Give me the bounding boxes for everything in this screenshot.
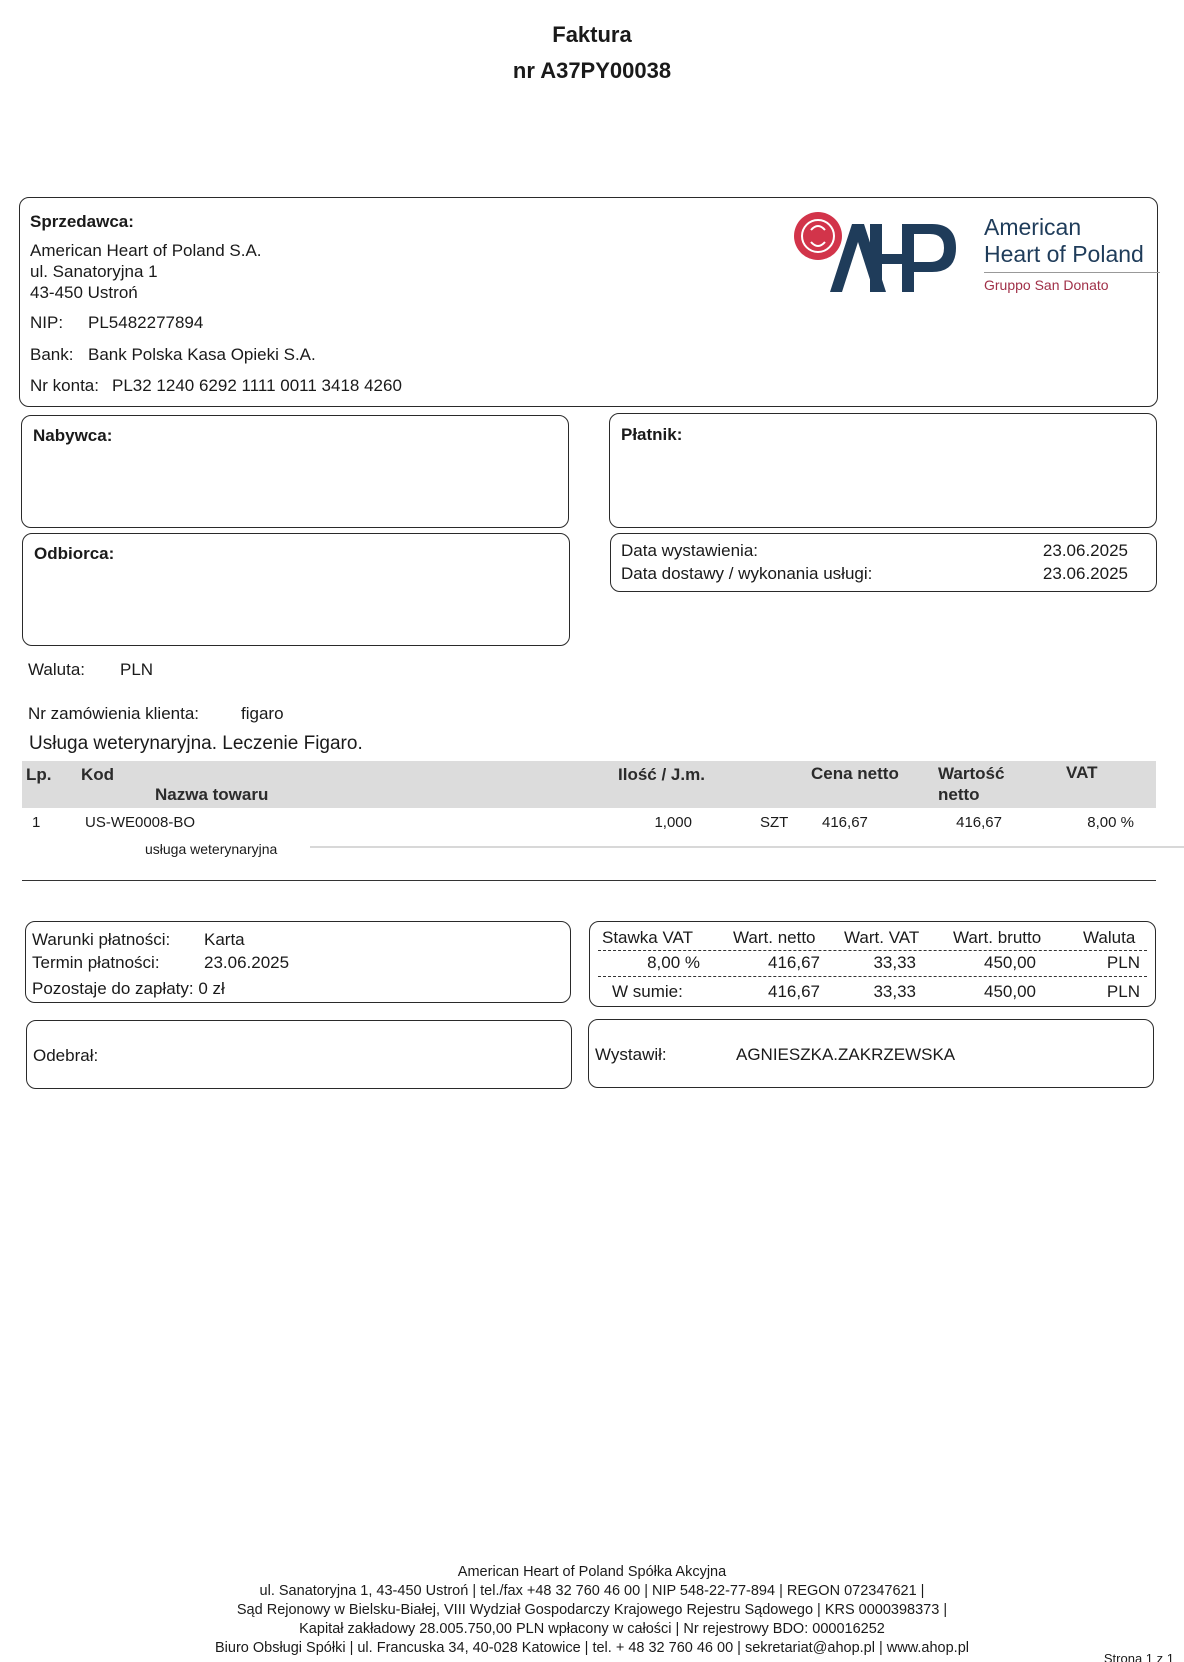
recipient-box [22, 533, 570, 646]
currency-label: Waluta: [28, 660, 86, 679]
invoice-description: Usługa weterynaryjna. Leczenie Figaro. [29, 733, 363, 754]
vat-row-gross: 450,00 [984, 953, 1036, 972]
vat-header-gross: Wart. brutto [953, 928, 1042, 947]
invoice-number: nr A37PY00038 [512, 58, 672, 83]
logo-divider [984, 272, 1160, 273]
row-unit: SZT [760, 814, 789, 831]
seller-label: Sprzedawca: [30, 212, 134, 231]
page-number: Strona 1 z 1 [1103, 1652, 1174, 1662]
seller-city: 43-450 Ustroń [30, 283, 138, 302]
received-label: Odebrał: [33, 1046, 99, 1065]
payment-remaining: Pozostaje do zapłaty: 0 zł [32, 979, 225, 998]
seller-nip: PL5482277894 [88, 313, 204, 332]
vat-summary-box [589, 921, 1156, 1007]
seller-box [19, 197, 1158, 407]
vat-divider-2 [598, 976, 1147, 977]
logo-line1: American [984, 214, 1082, 240]
issued-value: AGNIESZKA.ZAKRZEWSKA [736, 1045, 956, 1064]
payment-terms-value: Karta [204, 930, 245, 949]
payer-box [609, 413, 1157, 528]
seller-account: PL32 1240 6292 1111 0011 3418 4260 [112, 376, 402, 395]
vat-total-label: W sumie: [612, 982, 683, 1001]
row-lp: 1 [32, 814, 41, 831]
row-name: usługa weterynaryjna [145, 841, 278, 857]
vat-total-vat: 33,33 [873, 982, 916, 1001]
vat-row-vat: 33,33 [873, 953, 916, 972]
delivery-date-value: 23.06.2025 [1042, 564, 1128, 583]
vat-divider-1 [598, 950, 1147, 951]
scan-streak [310, 846, 1184, 848]
ahp-logo-icon [790, 208, 960, 298]
col-qty: Ilość / J.m. [618, 765, 705, 784]
table-bottom-rule [22, 880, 1156, 881]
vat-row-net: 416,67 [768, 953, 820, 972]
dates-box [610, 533, 1157, 592]
vat-row-rate: 8,00 % [647, 953, 700, 972]
row-qty: 1,000 [654, 814, 692, 831]
logo-line2: Heart of Poland [984, 241, 1144, 267]
seller-bank-label: Bank: [30, 345, 74, 364]
col-value-1: Wartość [938, 764, 1005, 783]
row-price: 416,67 [822, 814, 868, 831]
col-vat: VAT [1066, 763, 1098, 782]
seller-name: American Heart of Poland S.A. [30, 241, 262, 260]
vat-total-currency: PLN [1106, 982, 1140, 1001]
col-value-2: netto [938, 785, 980, 804]
col-price: Cena netto [811, 764, 899, 783]
order-label: Nr zamówienia klienta: [28, 704, 200, 723]
payer-label: Płatnik: [621, 425, 683, 444]
buyer-box [21, 415, 569, 528]
table-row [22, 808, 1156, 858]
logo-line3: Gruppo San Donato [984, 277, 1109, 293]
received-box [26, 1020, 572, 1089]
issued-box [588, 1019, 1154, 1088]
payment-box [25, 921, 571, 1003]
col-lp: Lp. [26, 765, 52, 784]
vat-header-currency: Waluta [1083, 928, 1136, 947]
seller-nip-label: NIP: [30, 313, 64, 332]
footer-line-4: Kapitał zakładowy 28.005.750,00 PLN wpłacony w całości | Nr rejestrowy BDO: 000016252 [299, 1621, 885, 1637]
col-code: Kod [81, 765, 115, 784]
issued-label: Wystawił: [595, 1045, 667, 1064]
buyer-label: Nabywca: [33, 426, 113, 445]
delivery-date-label: Data dostawy / wykonania usługi: [621, 564, 873, 583]
seller-street: ul. Sanatoryjna 1 [30, 262, 158, 281]
footer-line-2: ul. Sanatoryjna 1, 43-450 Ustroń | tel./fax +48 32 760 46 00 | NIP 548-22-77-894 | REGON 072347621 | [259, 1583, 925, 1599]
vat-header-rate: Stawka VAT [602, 928, 694, 947]
vat-header-net: Wart. netto [733, 928, 816, 947]
issue-date-value: 23.06.2025 [1042, 541, 1128, 560]
row-value: 416,67 [956, 814, 1002, 831]
currency-value: PLN [120, 660, 154, 679]
row-code: US-WE0008-BO [85, 814, 196, 831]
vat-row-currency: PLN [1106, 953, 1140, 972]
vat-total-net: 416,67 [768, 982, 820, 1001]
footer-line-1: American Heart of Poland Spółka Akcyjna [457, 1564, 727, 1580]
seller-bank: Bank Polska Kasa Opieki S.A. [88, 345, 316, 364]
row-vat: 8,00 % [1087, 814, 1134, 831]
issue-date-label: Data wystawienia: [621, 541, 759, 560]
payment-terms-label: Warunki płatności: [32, 930, 171, 949]
invoice-title: Faktura [552, 22, 632, 47]
order-value: figaro [241, 704, 284, 723]
company-logo [790, 208, 1150, 298]
vat-header-vat: Wart. VAT [844, 928, 920, 947]
footer-line-3: Sąd Rejonowy w Bielsku-Białej, VIII Wydział Gospodarczy Krajowego Rejestru Sądowego | KRS 0000398373 | [236, 1602, 948, 1618]
col-name: Nazwa towaru [155, 785, 269, 804]
payment-due-label: Termin płatności: [32, 953, 160, 972]
seller-account-label: Nr konta: [30, 376, 99, 395]
recipient-label: Odbiorca: [34, 544, 115, 563]
payment-due-value: 23.06.2025 [204, 953, 290, 972]
footer-line-5: Biuro Obsługi Spółki | ul. Francuska 34, 40-028 Katowice | tel. + 48 32 760 46 00 | sekretariat@ahop.pl | www.ahop.pl [214, 1640, 969, 1656]
vat-total-gross: 450,00 [984, 982, 1036, 1001]
